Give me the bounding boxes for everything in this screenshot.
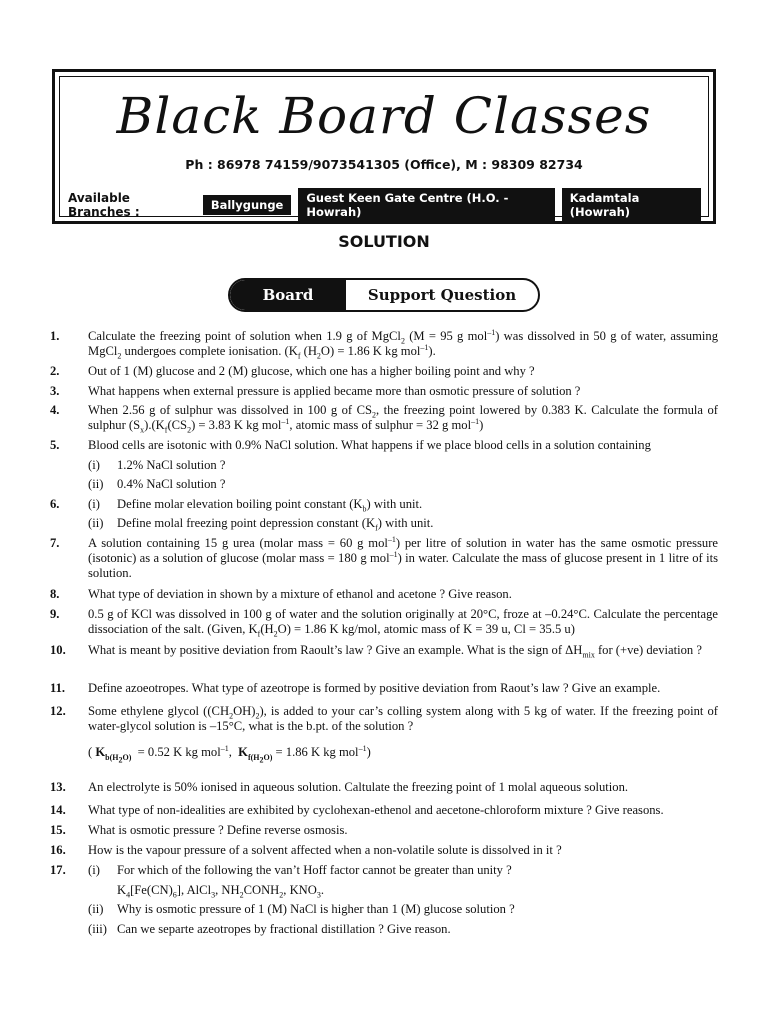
question-number: 3. (50, 384, 60, 398)
section-tabs (228, 278, 540, 312)
sub-label: (i) (88, 497, 100, 511)
sub-label: (ii) (88, 477, 104, 491)
question-number: 6. (50, 497, 60, 511)
question-number: 2. (50, 364, 60, 378)
question-number: 5. (50, 438, 60, 452)
document-title: SOLUTION (338, 232, 430, 251)
sub-text: Define molal freezing point depression constant $(K_f)$ with unit. (117, 516, 434, 533)
question-number: 14. (50, 803, 66, 817)
question-text: What type of non-idealities are exhibited by cyclohexan-ethenol and aecetone-chloroform mixture ? Give reasons. (88, 803, 664, 817)
question-number: 1. (50, 329, 60, 343)
sub-text: 0.4% NaCl solution ? (117, 477, 226, 491)
question-text: Some ethylene glycol $((CH_2OH)_2)$, is added to your car’s colling system along with 5 kg of water. If the freezing point of water-glycol solution is –15°C, what is the b.pt. of the solution ? (88, 704, 719, 733)
tab-board: Board (230, 280, 346, 310)
branch-kadamtala: Kadamtala (Howrah) (562, 188, 701, 222)
header-box (52, 69, 716, 224)
header-inner-border (59, 76, 709, 217)
question-text: How is the vapour pressure of a solvent affected when a non-volatile solute is dissolved in it ? (88, 843, 562, 857)
question-text: What happens when external pressure is applied became more than osmotic pressure of solution ? (88, 384, 581, 398)
question-number: 15. (50, 823, 66, 837)
question-number: 4. (50, 403, 60, 417)
sub-text: Define molar elevation boiling point constant $(K_b)$ with unit. (117, 497, 423, 514)
question-text: What is meant by positive deviation from Raoult’s law ? Give an example. What is the sign of $\Delta H_{mix}$ for (+ve) deviation ? (88, 643, 702, 660)
sub-text: Why is osmotic pressure of 1 (M) NaCl is higher than 1 (M) glucose solution ? (117, 902, 515, 916)
question-text: An electrolyte is 50% ionised in aqueous solution. Caltulate the freezing point of 1 molal aqueous solution. (88, 780, 629, 794)
question-text: Calculate the freezing point of solution when 1.9 g of MgCl$_2$ (M = 95 g mol$^{-1}$) was dissolved in 50 g of water, assuming MgCl$_2$ undergoes complete ionisation. ($K_f$ $(H_2O) = 1.86$ K kg mol$^{-1}$). (88, 327, 718, 361)
question-number: 8. (50, 587, 60, 601)
question-number: 17. (50, 863, 66, 877)
sub-label: (ii) (88, 902, 104, 916)
question-text: What type of deviation in shown by a mixture of ethanol and acetone ? Give reason. (88, 587, 512, 601)
constants-text: ( $K_{b(H_2O)} = 0.52$ K kg mol$^{-1}$, $K_{f(H_2O)} = 1.86$ K kg mol$^{-1}$) (88, 743, 371, 765)
sub-label: (iii) (88, 922, 107, 936)
question-text: When 2.56 g of sulphur was dissolved in 100 g of $CS_2$, the freezing point lowered by 0.383 K. Calculate the formula of sulphur $(S_x).(K_f(CS_2) = 3.83$ K kg mol$^{-1}$, atomic mass of sulphur = 32 g mol$^{-1}$) (88, 403, 718, 435)
branch-guest-keen: Guest Keen Gate Centre (H.O. - Howrah) (298, 188, 554, 222)
question-number: 16. (50, 843, 66, 857)
question-text: Out of 1 (M) glucose and 2 (M) glucose, which one has a higher boiling point and why ? (88, 364, 535, 378)
branches-row (68, 188, 708, 222)
branch-ballygunge: Ballygunge (203, 195, 292, 215)
tab-support-question: Support Question (367, 286, 517, 304)
sub-label: (i) (88, 458, 100, 472)
sub-text: 1.2% NaCl solution ? (117, 458, 226, 472)
question-number: 11. (50, 681, 66, 695)
question-number: 7. (50, 536, 60, 550)
question-number: 10. (50, 643, 66, 657)
branches-label: Available Branches : (68, 191, 140, 219)
question-number: 13. (50, 780, 66, 794)
question-number: 12. (50, 704, 66, 718)
sub-label: (ii) (88, 516, 104, 530)
question-text: What is osmotic pressure ? Define reverse osmosis. (88, 823, 348, 837)
compounds-list: $K_4[Fe(CN)_6]$, AlCl$_3$, $NH_2CONH_2$, $KNO_3$. (117, 883, 325, 900)
sub-text: For which of the following the van’t Hoff factor cannot be greater than unity ? (117, 863, 512, 877)
question-text: Blood cells are isotonic with 0.9% NaCl solution. What happens if we place blood cells in a solution containing (88, 438, 651, 452)
brand-title: Black Board Classes (116, 87, 652, 145)
question-text: A solution containing 15 g urea (molar mass = 60 g mol$^{-1}$) per litre of solution in water has the same osmotic pressure (isotonic) as a solution of glucose (molar mass = 180 g mol$^{-1}$) in water. Calculate the mass of glucose present in 1 litre of its solution. (88, 534, 719, 580)
sub-text: Can we separte azeotropes by fractional distillation ? Give reason. (117, 922, 451, 936)
question-number: 9. (50, 607, 60, 621)
phone-numbers: Ph : 86978 74159/9073541305 (Office), M : 98309 82734 (185, 157, 583, 172)
sub-label: (i) (88, 863, 100, 877)
question-text: Define azoeotropes. What type of azeotrope is formed by positive deviation from Raout’s law ? Give an example. (88, 681, 661, 695)
question-text: 0.5 g of KCl was dissolved in 100 g of water and the solution originally at 20°C, froze at –0.24°C. Calculate the percentage dissociation of the salt. (Given, $K_f(H_2O) = 1.86$ K kg/mol, atomic mass of K = 39 u, Cl = 35.5 u) (88, 607, 718, 639)
